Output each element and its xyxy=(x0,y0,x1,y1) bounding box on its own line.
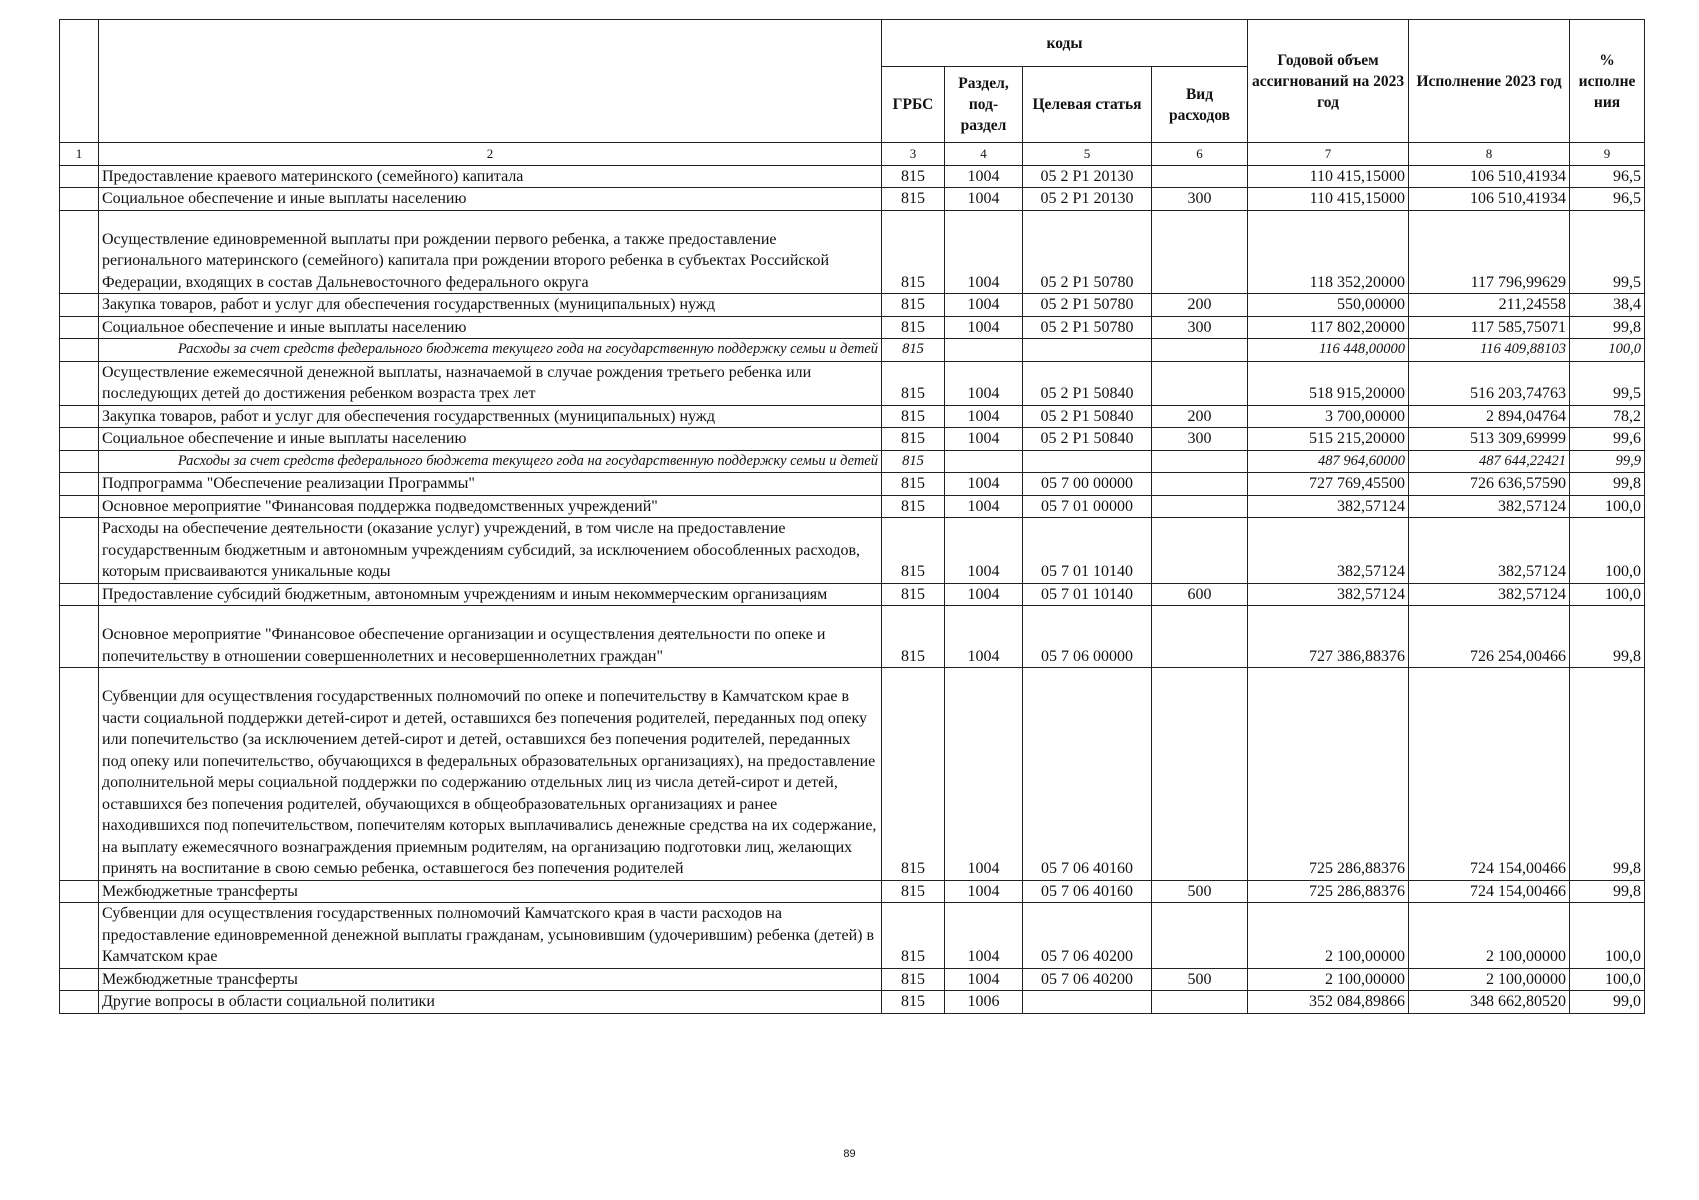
row-percent: 99,5 xyxy=(1570,210,1645,294)
row-number-cell xyxy=(60,165,99,188)
row-name: Социальное обеспечение и иные выплаты населению xyxy=(99,316,882,339)
row-percent: 99,8 xyxy=(1570,606,1645,668)
row-expense-type xyxy=(1152,518,1248,584)
row-execution: 726 636,57590 xyxy=(1409,473,1570,496)
row-name: Осуществление единовременной выплаты при рождении первого ребенка, а также предоставление регионального материнского (семейного) капитала при рождении второго ребенка в субъектах Российской Федерации, входящих в состав Дальневосточного федерального округа xyxy=(99,210,882,294)
row-expense-type xyxy=(1152,361,1248,405)
row-number-cell xyxy=(60,316,99,339)
row-expense-type: 200 xyxy=(1152,294,1248,317)
table-row xyxy=(60,165,1645,188)
row-percent: 100,0 xyxy=(1570,339,1645,362)
row-execution: 724 154,00466 xyxy=(1409,668,1570,881)
column-number: 5 xyxy=(1023,143,1152,166)
row-execution: 106 510,41934 xyxy=(1409,165,1570,188)
row-section xyxy=(945,339,1023,362)
row-percent: 99,8 xyxy=(1570,473,1645,496)
row-grbs: 815 xyxy=(882,361,945,405)
table-body xyxy=(60,165,1645,1013)
row-grbs: 815 xyxy=(882,880,945,903)
row-annual-allocation: 3 700,00000 xyxy=(1248,405,1409,428)
row-grbs: 815 xyxy=(882,428,945,451)
row-section: 1004 xyxy=(945,606,1023,668)
row-section: 1004 xyxy=(945,165,1023,188)
row-number-cell xyxy=(60,210,99,294)
row-annual-allocation: 2 100,00000 xyxy=(1248,968,1409,991)
row-annual-allocation: 382,57124 xyxy=(1248,583,1409,606)
row-number-cell xyxy=(60,991,99,1014)
row-execution: 382,57124 xyxy=(1409,495,1570,518)
table-header xyxy=(60,20,1645,166)
row-expense-type xyxy=(1152,903,1248,969)
row-percent: 99,8 xyxy=(1570,880,1645,903)
row-target-article: 05 7 00 00000 xyxy=(1023,473,1152,496)
row-execution: 516 203,74763 xyxy=(1409,361,1570,405)
row-target-article: 05 7 06 40160 xyxy=(1023,668,1152,881)
row-annual-allocation: 382,57124 xyxy=(1248,495,1409,518)
row-percent: 99,9 xyxy=(1570,450,1645,473)
row-target-article xyxy=(1023,450,1152,473)
row-percent: 100,0 xyxy=(1570,583,1645,606)
row-number-cell xyxy=(60,339,99,362)
table-row xyxy=(60,991,1645,1014)
table-row xyxy=(60,361,1645,405)
row-annual-allocation: 110 415,15000 xyxy=(1248,188,1409,211)
row-name: Основное мероприятие "Финансовая поддержка подведомственных учреждений" xyxy=(99,495,882,518)
row-section: 1004 xyxy=(945,903,1023,969)
table-row xyxy=(60,405,1645,428)
row-percent: 96,5 xyxy=(1570,188,1645,211)
row-execution: 117 585,75071 xyxy=(1409,316,1570,339)
row-expense-type xyxy=(1152,450,1248,473)
column-number-row xyxy=(60,143,1645,166)
row-grbs: 815 xyxy=(882,405,945,428)
row-section: 1004 xyxy=(945,188,1023,211)
row-execution: 487 644,22421 xyxy=(1409,450,1570,473)
row-grbs: 815 xyxy=(882,903,945,969)
header-expense-type: Вид расходов xyxy=(1152,67,1248,143)
row-execution: 382,57124 xyxy=(1409,583,1570,606)
row-target-article xyxy=(1023,339,1152,362)
row-name: Межбюджетные трансферты xyxy=(99,968,882,991)
row-name: Субвенции для осуществления государственных полномочий по опеке и попечительству в Камчатском крае в части социальной поддержки детей-сирот и детей, оставшихся без попечения родителей, переданных под опеку или попечительство (за исключением детей-сирот и детей, оставшихся без попечения родителей, переданных под опеку или попечительство, обучающихся в федеральных образовательных организациях), на предоставление дополнительной меры социальной поддержки по содержанию отдельных лиц из числа детей-сирот и детей, оставшихся без попечения родителей, обучающихся в общеобразовательных организациях и ранее находившихся под попечительством, попечителям которых выплачивались денежные средства на их содержание, на выплату ежемесячного вознаграждения приемным родителям, на организацию подготовки лиц, желающих принять на воспитание в свою семью ребенка, оставшегося без попечения родителей xyxy=(99,668,882,881)
row-number-cell xyxy=(60,606,99,668)
table-row xyxy=(60,428,1645,451)
row-execution: 348 662,80520 xyxy=(1409,991,1570,1014)
row-target-article: 05 7 06 40200 xyxy=(1023,903,1152,969)
row-name: Основное мероприятие "Финансовое обеспечение организации и осуществления деятельности по опеке и попечительству в отношении совершеннолетних и несовершеннолетних граждан" xyxy=(99,606,882,668)
row-target-article: 05 2 Р1 50840 xyxy=(1023,405,1152,428)
row-number-cell xyxy=(60,968,99,991)
row-expense-type xyxy=(1152,473,1248,496)
row-annual-allocation: 725 286,88376 xyxy=(1248,668,1409,881)
row-expense-type: 300 xyxy=(1152,428,1248,451)
row-grbs: 815 xyxy=(882,188,945,211)
row-expense-type: 600 xyxy=(1152,583,1248,606)
row-expense-type xyxy=(1152,991,1248,1014)
row-expense-type xyxy=(1152,339,1248,362)
row-number-cell xyxy=(60,880,99,903)
row-section: 1004 xyxy=(945,583,1023,606)
row-section: 1004 xyxy=(945,428,1023,451)
column-number: 1 xyxy=(60,143,99,166)
column-number: 9 xyxy=(1570,143,1645,166)
row-expense-type xyxy=(1152,495,1248,518)
row-annual-allocation: 727 386,88376 xyxy=(1248,606,1409,668)
row-target-article: 05 2 Р1 50780 xyxy=(1023,316,1152,339)
row-name: Межбюджетные трансферты xyxy=(99,880,882,903)
row-target-article: 05 7 01 00000 xyxy=(1023,495,1152,518)
row-expense-type: 300 xyxy=(1152,188,1248,211)
row-section: 1006 xyxy=(945,991,1023,1014)
row-section: 1004 xyxy=(945,518,1023,584)
table-row xyxy=(60,880,1645,903)
row-target-article: 05 2 Р1 20130 xyxy=(1023,188,1152,211)
row-target-article: 05 7 06 40160 xyxy=(1023,880,1152,903)
table-row xyxy=(60,450,1645,473)
row-section xyxy=(945,450,1023,473)
row-execution: 211,24558 xyxy=(1409,294,1570,317)
row-grbs: 815 xyxy=(882,450,945,473)
row-section: 1004 xyxy=(945,968,1023,991)
row-execution: 117 796,99629 xyxy=(1409,210,1570,294)
row-number-cell xyxy=(60,903,99,969)
table-row xyxy=(60,294,1645,317)
row-grbs: 815 xyxy=(882,316,945,339)
row-section: 1004 xyxy=(945,495,1023,518)
row-section: 1004 xyxy=(945,405,1023,428)
row-number-cell xyxy=(60,294,99,317)
row-expense-type xyxy=(1152,165,1248,188)
row-execution: 116 409,88103 xyxy=(1409,339,1570,362)
table-row xyxy=(60,903,1645,969)
row-grbs: 815 xyxy=(882,583,945,606)
row-percent: 100,0 xyxy=(1570,495,1645,518)
table-row xyxy=(60,668,1645,881)
row-grbs: 815 xyxy=(882,518,945,584)
row-target-article xyxy=(1023,991,1152,1014)
row-number-cell xyxy=(60,188,99,211)
row-target-article: 05 7 01 10140 xyxy=(1023,518,1152,584)
row-number-cell xyxy=(60,473,99,496)
row-target-article: 05 2 Р1 50840 xyxy=(1023,361,1152,405)
column-number: 6 xyxy=(1152,143,1248,166)
row-name: Другие вопросы в области социальной политики xyxy=(99,991,882,1014)
row-target-article: 05 2 Р1 50840 xyxy=(1023,428,1152,451)
row-target-article: 05 7 06 00000 xyxy=(1023,606,1152,668)
row-annual-allocation: 110 415,15000 xyxy=(1248,165,1409,188)
row-target-article: 05 7 01 10140 xyxy=(1023,583,1152,606)
row-section: 1004 xyxy=(945,880,1023,903)
row-annual-allocation: 487 964,60000 xyxy=(1248,450,1409,473)
row-section: 1004 xyxy=(945,361,1023,405)
row-execution: 2 100,00000 xyxy=(1409,903,1570,969)
row-name: Субвенции для осуществления государственных полномочий Камчатского края в части расходов на предоставление единовременной денежной выплаты гражданам, усыновившим (удочерившим) ребенка (детей) в Камчатском крае xyxy=(99,903,882,969)
row-expense-type xyxy=(1152,606,1248,668)
row-number-cell xyxy=(60,518,99,584)
row-grbs: 815 xyxy=(882,495,945,518)
header-annual-allocation: Годовой объем ассигнований на 2023 год xyxy=(1248,20,1409,143)
row-annual-allocation: 352 084,89866 xyxy=(1248,991,1409,1014)
header-percent: % исполне ния xyxy=(1570,20,1645,143)
row-percent: 99,6 xyxy=(1570,428,1645,451)
row-annual-allocation: 725 286,88376 xyxy=(1248,880,1409,903)
row-name: Расходы за счет средств федерального бюджета текущего года на государственную поддержку семьи и детей xyxy=(99,450,882,473)
row-percent: 99,5 xyxy=(1570,361,1645,405)
column-number: 4 xyxy=(945,143,1023,166)
row-name: Закупка товаров, работ и услуг для обеспечения государственных (муниципальных) нужд xyxy=(99,405,882,428)
row-annual-allocation: 515 215,20000 xyxy=(1248,428,1409,451)
header-section: Раздел, под-раздел xyxy=(945,67,1023,143)
row-name: Расходы на обеспечение деятельности (оказание услуг) учреждений, в том числе на предоставление государственным бюджетным и автономным учреждениям субсидий, за исключением обособленных расходов, которым присваиваются уникальные коды xyxy=(99,518,882,584)
column-number: 8 xyxy=(1409,143,1570,166)
row-annual-allocation: 382,57124 xyxy=(1248,518,1409,584)
row-grbs: 815 xyxy=(882,991,945,1014)
row-name: Социальное обеспечение и иные выплаты населению xyxy=(99,428,882,451)
row-grbs: 815 xyxy=(882,210,945,294)
row-expense-type: 200 xyxy=(1152,405,1248,428)
row-name: Предоставление субсидий бюджетным, автономным учреждениям и иным некоммерческим организациям xyxy=(99,583,882,606)
row-percent: 99,8 xyxy=(1570,316,1645,339)
row-percent: 78,2 xyxy=(1570,405,1645,428)
row-percent: 99,8 xyxy=(1570,668,1645,881)
column-number: 2 xyxy=(99,143,882,166)
row-grbs: 815 xyxy=(882,968,945,991)
row-execution: 382,57124 xyxy=(1409,518,1570,584)
row-execution: 724 154,00466 xyxy=(1409,880,1570,903)
row-annual-allocation: 116 448,00000 xyxy=(1248,339,1409,362)
row-name: Предоставление краевого материнского (семейного) капитала xyxy=(99,165,882,188)
row-expense-type xyxy=(1152,668,1248,881)
row-section: 1004 xyxy=(945,294,1023,317)
row-grbs: 815 xyxy=(882,668,945,881)
row-name: Социальное обеспечение и иные выплаты населению xyxy=(99,188,882,211)
header-execution: Исполнение 2023 год xyxy=(1409,20,1570,143)
row-expense-type: 500 xyxy=(1152,968,1248,991)
row-number-cell xyxy=(60,450,99,473)
row-number-cell xyxy=(60,405,99,428)
row-name: Закупка товаров, работ и услуг для обеспечения государственных (муниципальных) нужд xyxy=(99,294,882,317)
row-execution: 2 894,04764 xyxy=(1409,405,1570,428)
page-number: 89 xyxy=(843,1148,856,1160)
row-annual-allocation: 727 769,45500 xyxy=(1248,473,1409,496)
row-number-cell xyxy=(60,583,99,606)
row-expense-type: 300 xyxy=(1152,316,1248,339)
table-row xyxy=(60,583,1645,606)
row-execution: 2 100,00000 xyxy=(1409,968,1570,991)
row-section: 1004 xyxy=(945,210,1023,294)
row-grbs: 815 xyxy=(882,606,945,668)
budget-execution-table xyxy=(59,19,1645,1014)
row-annual-allocation: 117 802,20000 xyxy=(1248,316,1409,339)
table-row xyxy=(60,968,1645,991)
header-empty-cell-1 xyxy=(60,20,99,143)
table-row xyxy=(60,339,1645,362)
header-target-article: Целевая статья xyxy=(1023,67,1152,143)
column-number: 3 xyxy=(882,143,945,166)
row-name: Расходы за счет средств федерального бюджета текущего года на государственную поддержку семьи и детей xyxy=(99,339,882,362)
table-row xyxy=(60,316,1645,339)
row-execution: 106 510,41934 xyxy=(1409,188,1570,211)
row-number-cell xyxy=(60,361,99,405)
row-annual-allocation: 518 915,20000 xyxy=(1248,361,1409,405)
table-row xyxy=(60,473,1645,496)
row-percent: 99,0 xyxy=(1570,991,1645,1014)
row-execution: 726 254,00466 xyxy=(1409,606,1570,668)
row-annual-allocation: 2 100,00000 xyxy=(1248,903,1409,969)
table-row xyxy=(60,210,1645,294)
row-number-cell xyxy=(60,495,99,518)
row-section: 1004 xyxy=(945,473,1023,496)
row-percent: 100,0 xyxy=(1570,903,1645,969)
row-target-article: 05 2 Р1 50780 xyxy=(1023,210,1152,294)
row-expense-type: 500 xyxy=(1152,880,1248,903)
row-name: Подпрограмма "Обеспечение реализации Программы" xyxy=(99,473,882,496)
column-number: 7 xyxy=(1248,143,1409,166)
header-empty-cell-2 xyxy=(99,20,882,143)
header-grbs: ГРБС xyxy=(882,67,945,143)
row-percent: 38,4 xyxy=(1570,294,1645,317)
row-target-article: 05 2 Р1 20130 xyxy=(1023,165,1152,188)
row-percent: 96,5 xyxy=(1570,165,1645,188)
row-execution: 513 309,69999 xyxy=(1409,428,1570,451)
row-percent: 100,0 xyxy=(1570,968,1645,991)
header-codes: коды xyxy=(882,20,1248,67)
row-annual-allocation: 118 352,20000 xyxy=(1248,210,1409,294)
row-target-article: 05 7 06 40200 xyxy=(1023,968,1152,991)
row-grbs: 815 xyxy=(882,339,945,362)
row-section: 1004 xyxy=(945,668,1023,881)
row-grbs: 815 xyxy=(882,473,945,496)
row-number-cell xyxy=(60,428,99,451)
table-row xyxy=(60,606,1645,668)
table-row xyxy=(60,495,1645,518)
row-annual-allocation: 550,00000 xyxy=(1248,294,1409,317)
table-row xyxy=(60,188,1645,211)
row-grbs: 815 xyxy=(882,165,945,188)
row-section: 1004 xyxy=(945,316,1023,339)
row-target-article: 05 2 Р1 50780 xyxy=(1023,294,1152,317)
row-name: Осуществление ежемесячной денежной выплаты, назначаемой в случае рождения третьего ребенка или последующих детей до достижения ребенком возраста трех лет xyxy=(99,361,882,405)
table-row xyxy=(60,518,1645,584)
row-grbs: 815 xyxy=(882,294,945,317)
row-percent: 100,0 xyxy=(1570,518,1645,584)
row-number-cell xyxy=(60,668,99,881)
row-expense-type xyxy=(1152,210,1248,294)
